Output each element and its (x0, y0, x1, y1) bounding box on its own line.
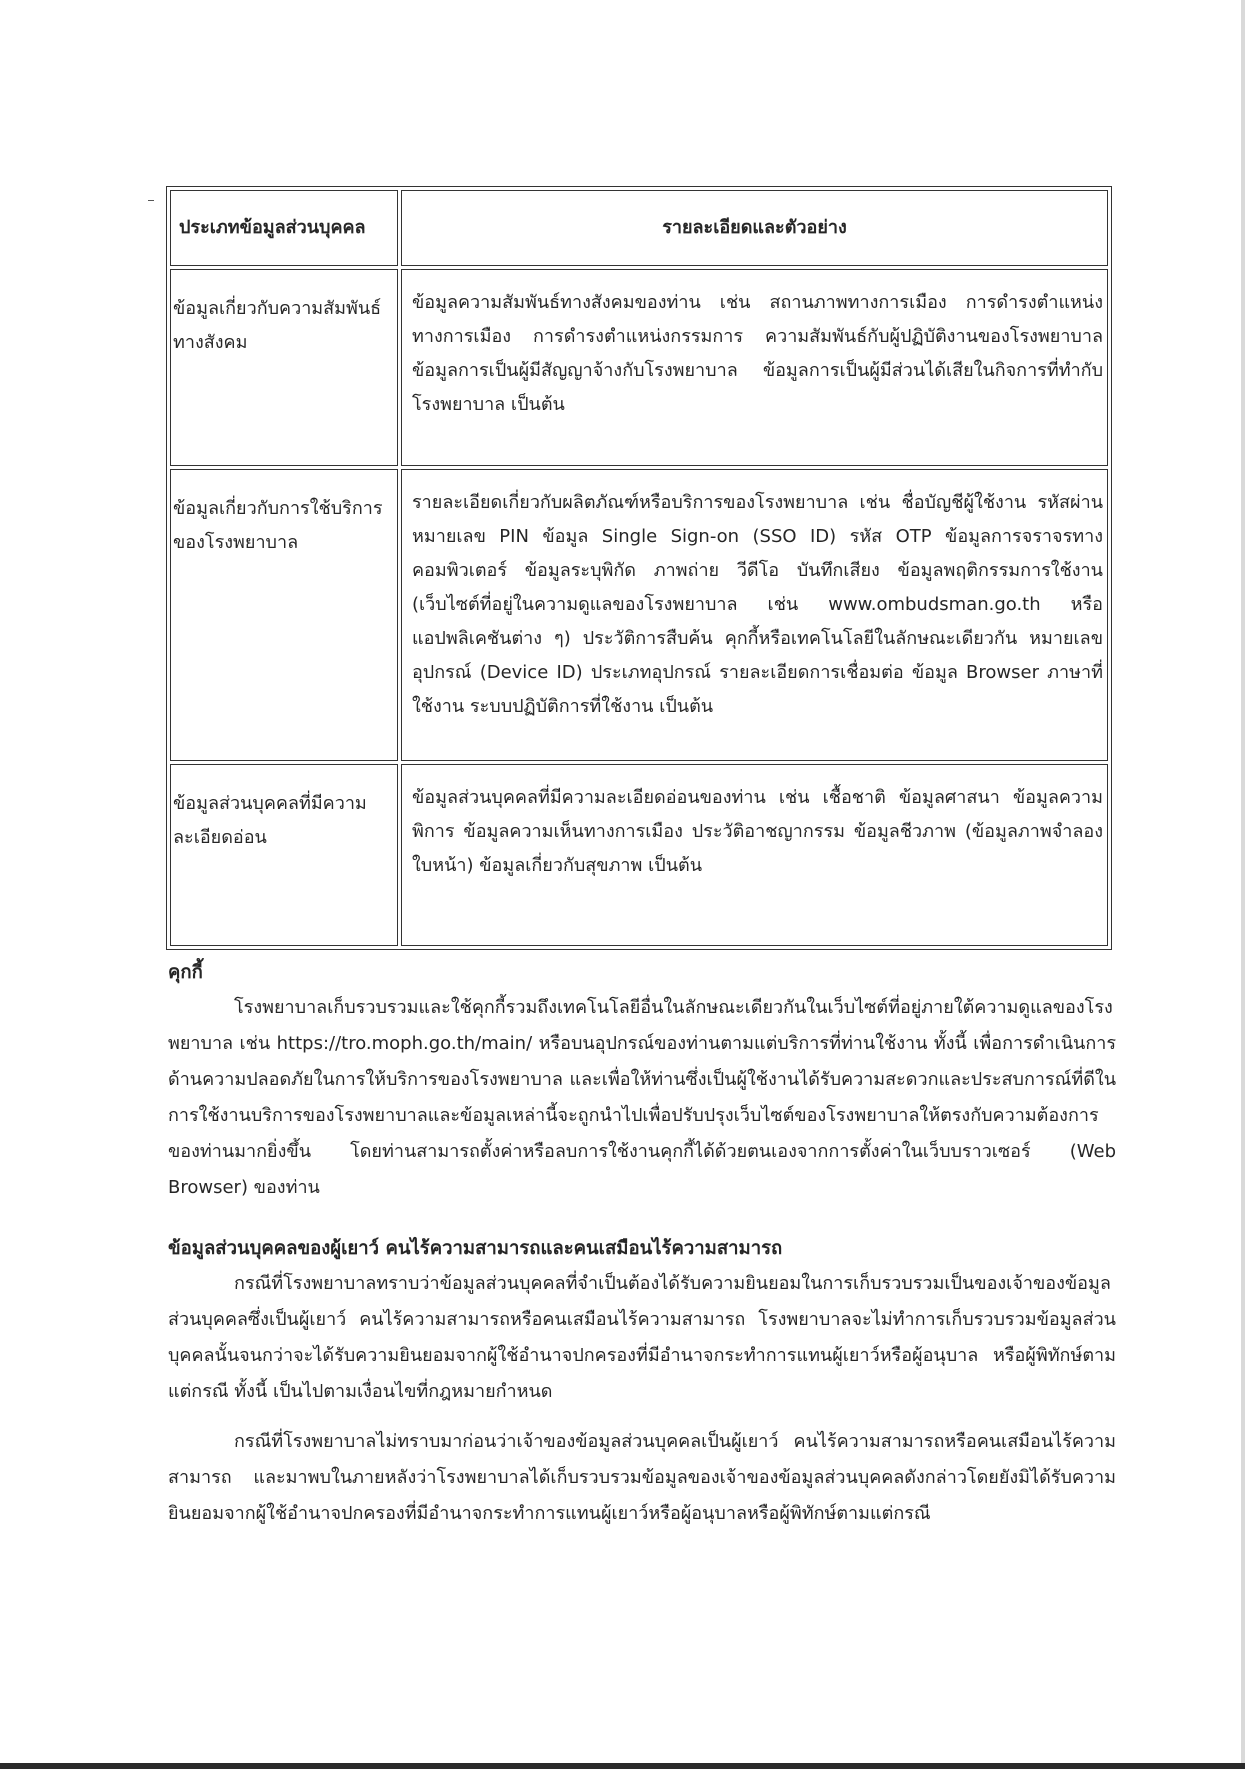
scan-edge-right (1241, 0, 1245, 1769)
row-detail-cell: รายละเอียดเกี่ยวกับผลิตภัณฑ์หรือบริการของโรงพยาบาล เช่น ชื่อบัญชีผู้ใช้งาน รหัสผ่าน หมายเลข PIN ข้อมูล Single Sign-on (SSO ID) รหัส OTP ข้อมูลการจราจรทางคอมพิวเตอร์ ข้อมูลระบุพิกัด ภาพถ่าย วีดีโอ บันทึกเสียง ข้อมูลพฤติกรรมการใช้งาน (เว็บไซต์ที่อยู่ในความดูแลของโรงพยาบาล เช่น www.ombudsman.go.th หรือแอปพลิเคชันต่าง ๆ) ประวัติการสืบค้น คุกกี้หรือเทคโนโลยีในลักษณะเดียวกัน หมายเลขอุปกรณ์ (Device ID) ประเภทอุปกรณ์ รายละเอียดการเชื่อมต่อ ข้อมูล Browser ภาษาที่ใช้งาน ระบบปฏิบัติการที่ใช้งาน เป็นต้น (401, 469, 1108, 761)
personal-data-table (166, 186, 1112, 950)
cookie-section (168, 956, 1116, 1206)
header-detail: รายละเอียดและตัวอย่าง (401, 190, 1108, 266)
cookie-heading: คุกกี้ (168, 962, 203, 983)
cookie-paragraph: โรงพยาบาลเก็บรวบรวมและใช้คุกกี้รวมถึงเทคโนโลยีอื่นในลักษณะเดียวกันในเว็บไซต์ที่อยู่ภายใต้ความดูแลของโรงพยาบาล เช่น https://tro.moph.go.th/main/ หรือบนอุปกรณ์ของท่านตามแต่บริการที่ท่านใช้งาน ทั้งนี้ เพื่อการดำเนินการด้านความปลอดภัยในการให้บริการของโรงพยาบาล และเพื่อให้ท่านซึ่งเป็นผู้ใช้งานได้รับความสะดวกและประสบการณ์ที่ดีในการใช้งานบริการของโรงพยาบาลและข้อมูลเหล่านี้จะถูกนำไปเพื่อปรับปรุงเว็บไซต์ของโรงพยาบาลให้ตรงกับความต้องการของท่านมากยิ่งขึ้น โดยท่านสามารถตั้งค่าหรือลบการใช้งานคุกกี้ได้ด้วยตนเองจากการตั้งค่าในเว็บบราวเซอร์ (Web Browser) ของท่าน (168, 997, 1116, 1198)
row-type-cell: ข้อมูลเกี่ยวกับความสัมพันธ์ทางสังคม (170, 269, 398, 466)
table-header-row (170, 190, 1108, 266)
header-type: ประเภทข้อมูลส่วนบุคคล (170, 190, 398, 266)
row-detail-cell: ข้อมูลความสัมพันธ์ทางสังคมของท่าน เช่น สถานภาพทางการเมือง การดำรงตำแหน่งทางการเมือง การดำรงตำแหน่งกรรมการ ความสัมพันธ์กับผู้ปฏิบัติงานของโรงพยาบาล ข้อมูลการเป็นผู้มีสัญญาจ้างกับโรงพยาบาล ข้อมูลการเป็นผู้มีส่วนได้เสียในกิจการที่ทำกับโรงพยาบาล เป็นต้น (401, 269, 1108, 466)
row-type-cell: ข้อมูลเกี่ยวกับการใช้บริการของโรงพยาบาล (170, 469, 398, 761)
row-detail-cell: ข้อมูลส่วนบุคคลที่มีความละเอียดอ่อนของท่าน เช่น เชื้อชาติ ข้อมูลศาสนา ข้อมูลความพิการ ข้อมูลความเห็นทางการเมือง ประวัติอาชญากรรม ข้อมูลชีวภาพ (ข้อมูลภาพจำลองใบหน้า) ข้อมูลเกี่ยวกับสุขภาพ เป็นต้น (401, 764, 1108, 946)
minor-section (168, 1232, 1116, 1532)
minor-heading: ข้อมูลส่วนบุคคลของผู้เยาว์ คนไร้ความสามารถและคนเสมือนไร้ความสามารถ (168, 1238, 783, 1259)
scan-edge-bottom (0, 1763, 1245, 1769)
table-row (170, 764, 1108, 946)
row-type-cell: ข้อมูลส่วนบุคคลที่มีความละเอียดอ่อน (170, 764, 398, 946)
minor-paragraph-2: กรณีที่โรงพยาบาลไม่ทราบมาก่อนว่าเจ้าของข้อมูลส่วนบุคคลเป็นผู้เยาว์ คนไร้ความสามารถหรือคนเสมือนไร้ความสามารถ และมาพบในภายหลังว่าโรงพยาบาลได้เก็บรวบรวมข้อมูลของเจ้าของข้อมูลส่วนบุคคลดังกล่าวโดยยังมิได้รับความยินยอมจากผู้ใช้อำนาจปกครองที่มีอำนาจกระทำการแทนผู้เยาว์หรือผู้อนุบาลหรือผู้พิทักษ์ตามแต่กรณี (168, 1431, 1116, 1524)
margin-tick-mark (148, 200, 154, 201)
minor-paragraph-1: กรณีที่โรงพยาบาลทราบว่าข้อมูลส่วนบุคคลที่จำเป็นต้องได้รับความยินยอมในการเก็บรวบรวมเป็นของเจ้าของข้อมูลส่วนบุคคลซึ่งเป็นผู้เยาว์ คนไร้ความสามารถหรือคนเสมือนไร้ความสามารถ โรงพยาบาลจะไม่ทำการเก็บรวบรวมข้อมูลส่วนบุคคลนั้นจนกว่าจะได้รับความยินยอมจากผู้ใช้อำนาจปกครองที่มีอำนาจกระทำการแทนผู้เยาว์หรือผู้อนุบาล หรือผู้พิทักษ์ตามแต่กรณี ทั้งนี้ เป็นไปตามเงื่อนไขที่กฎหมายกำหนด (168, 1273, 1116, 1402)
table-row (170, 469, 1108, 761)
table-row (170, 269, 1108, 466)
